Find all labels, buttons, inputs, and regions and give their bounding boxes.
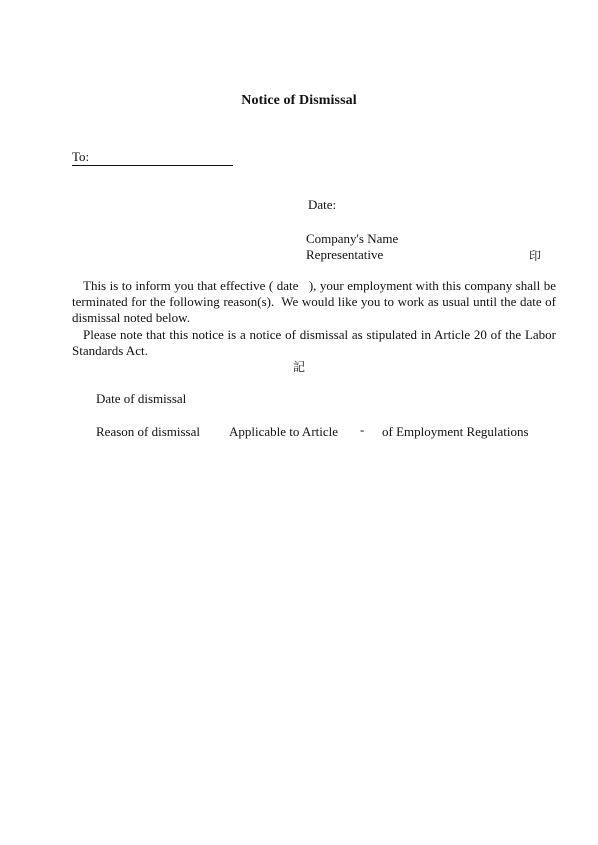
company-name-label: Company's Name xyxy=(306,231,399,246)
seal-mark: 印 xyxy=(529,249,542,263)
reason-of-dismissal-label: Reason of dismissal xyxy=(96,424,200,439)
notice-paragraph-2: Please note that this notice is a notice of dismissal as stipulated in Article 20 of the Labor Standards Act. xyxy=(72,326,556,358)
document-title: Notice of Dismissal xyxy=(241,93,357,108)
recipient-line xyxy=(72,149,233,166)
date-label: Date: xyxy=(308,197,337,212)
date-of-dismissal-label: Date of dismissal xyxy=(96,391,187,406)
to-label: To: xyxy=(72,149,90,164)
employment-regulations-label: of Employment Regulations xyxy=(382,424,529,439)
applicable-article-label: Applicable to Article xyxy=(229,424,339,439)
article-separator: - xyxy=(360,422,365,437)
notice-body xyxy=(72,278,556,359)
ki-mark: 記 xyxy=(292,360,305,374)
notice-paragraph-1: This is to inform you that effective ( date ), your employment with this company shall be terminated for the following reason(s). We would like you to work as usual until the date of dismissal noted below. xyxy=(72,278,556,326)
representative-label: Representative xyxy=(306,247,384,262)
